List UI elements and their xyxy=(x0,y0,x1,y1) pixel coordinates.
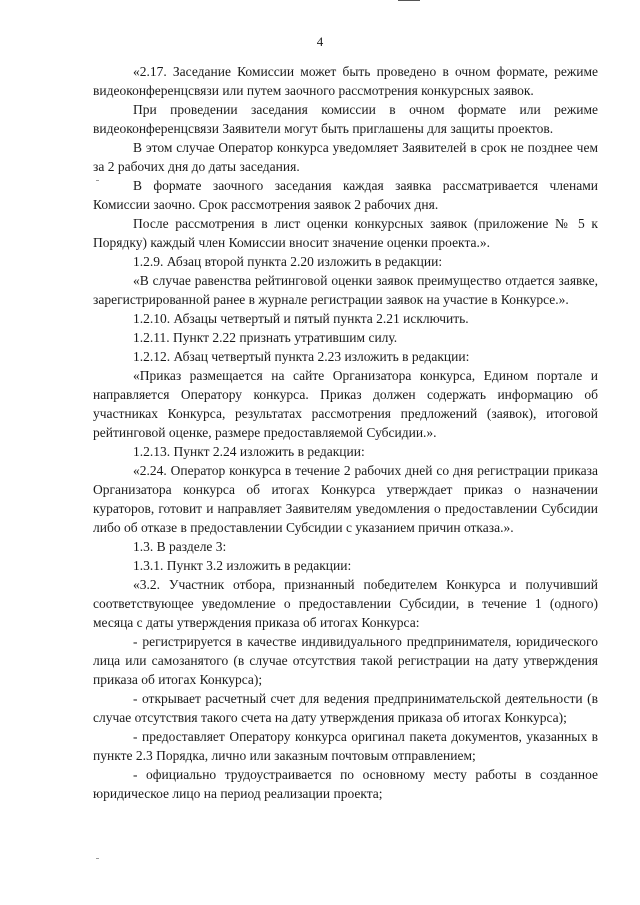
paragraph: 1.2.10. Абзацы четвертый и пятый пункта 2.21 исключить. xyxy=(133,311,469,326)
paragraph: В формате заочного заседания каждая заявка рассматривается членами Комиссии заочно. Срок рассмотрения заявок 2 рабочих дня. xyxy=(93,178,598,212)
paragraph: «Приказ размещается на сайте Организатора конкурса, Едином портале и направляется Оператору конкурса. Приказ должен содержать информацию об участниках Конкурса, результатах рассмотрения предложений (заявок), итоговой рейтинговой оценке, размере предоставляемой Субсидии.». xyxy=(93,368,598,440)
paragraph: В этом случае Оператор конкурса уведомляет Заявителей в срок не позднее чем за 2 рабочих дня до даты заседания. xyxy=(93,140,598,174)
paragraph: «3.2. Участник отбора, признанный победителем Конкурса и получивший соответствующее уведомление о предоставлении Субсидии, в течение 1 (одного) месяца с даты утверждения приказа об итогах Конкурса: xyxy=(93,577,598,630)
paragraph: «2.17. Заседание Комиссии может быть проведено в очном формате, режиме видеоконференцсвязи или путем заочного рассмотрения конкурсных заявок. xyxy=(93,64,598,98)
scan-edge-mark xyxy=(398,0,420,1)
paragraph: 1.2.11. Пункт 2.22 признать утратившим силу. xyxy=(133,330,398,345)
paragraph: 1.2.9. Абзац второй пункта 2.20 изложить в редакции: xyxy=(133,254,443,269)
paragraph: - официально трудоустраивается по основному месту работы в созданное юридическое лицо на период реализации проекта; xyxy=(93,767,598,801)
document-body xyxy=(93,62,598,803)
paragraph: - регистрируется в качестве индивидуального предпринимателя, юридического лица или самозанятого (в случае отсутствия такой регистрации на дату утверждения приказа об итогах Конкурса); xyxy=(93,634,598,687)
paragraph: При проведении заседания комиссии в очном формате или режиме видеоконференцсвязи Заявители могут быть приглашены для защиты проектов. xyxy=(93,102,598,136)
paragraph: - открывает расчетный счет для ведения предпринимательской деятельности (в случае отсутствия такого счета на дату утверждения приказа об итогах Конкурса); xyxy=(93,691,598,725)
scan-speck xyxy=(96,858,99,859)
paragraph: 1.3. В разделе 3: xyxy=(133,539,227,554)
paragraph: - предоставляет Оператору конкурса оригинал пакета документов, указанных в пункте 2.3 Порядка, лично или заказным почтовым отправлением; xyxy=(93,729,598,763)
paragraph: «2.24. Оператор конкурса в течение 2 рабочих дней со дня регистрации приказа Организатора конкурса об итогах Конкурса утверждает приказ о назначении кураторов, готовит и направляет Заявителям уведомления о предоставлении Субсидии либо об отказе в предоставлении Субсидии с указанием причин отказа.». xyxy=(93,463,598,535)
paragraph: 1.2.12. Абзац четвертый пункта 2.23 изложить в редакции: xyxy=(133,349,470,364)
page-number: 4 xyxy=(316,34,324,49)
scan-speck xyxy=(96,180,99,181)
paragraph: 1.3.1. Пункт 3.2 изложить в редакции: xyxy=(133,558,352,573)
paragraph: «В случае равенства рейтинговой оценки заявок преимущество отдается заявке, зарегистрированной ранее в журнале регистрации заявок на участие в Конкурсе.». xyxy=(93,273,598,307)
paragraph: 1.2.13. Пункт 2.24 изложить в редакции: xyxy=(133,444,365,459)
paragraph: После рассмотрения в лист оценки конкурсных заявок (приложение № 5 к Порядку) каждый член Комиссии вносит значение оценки проекта.». xyxy=(93,216,598,250)
